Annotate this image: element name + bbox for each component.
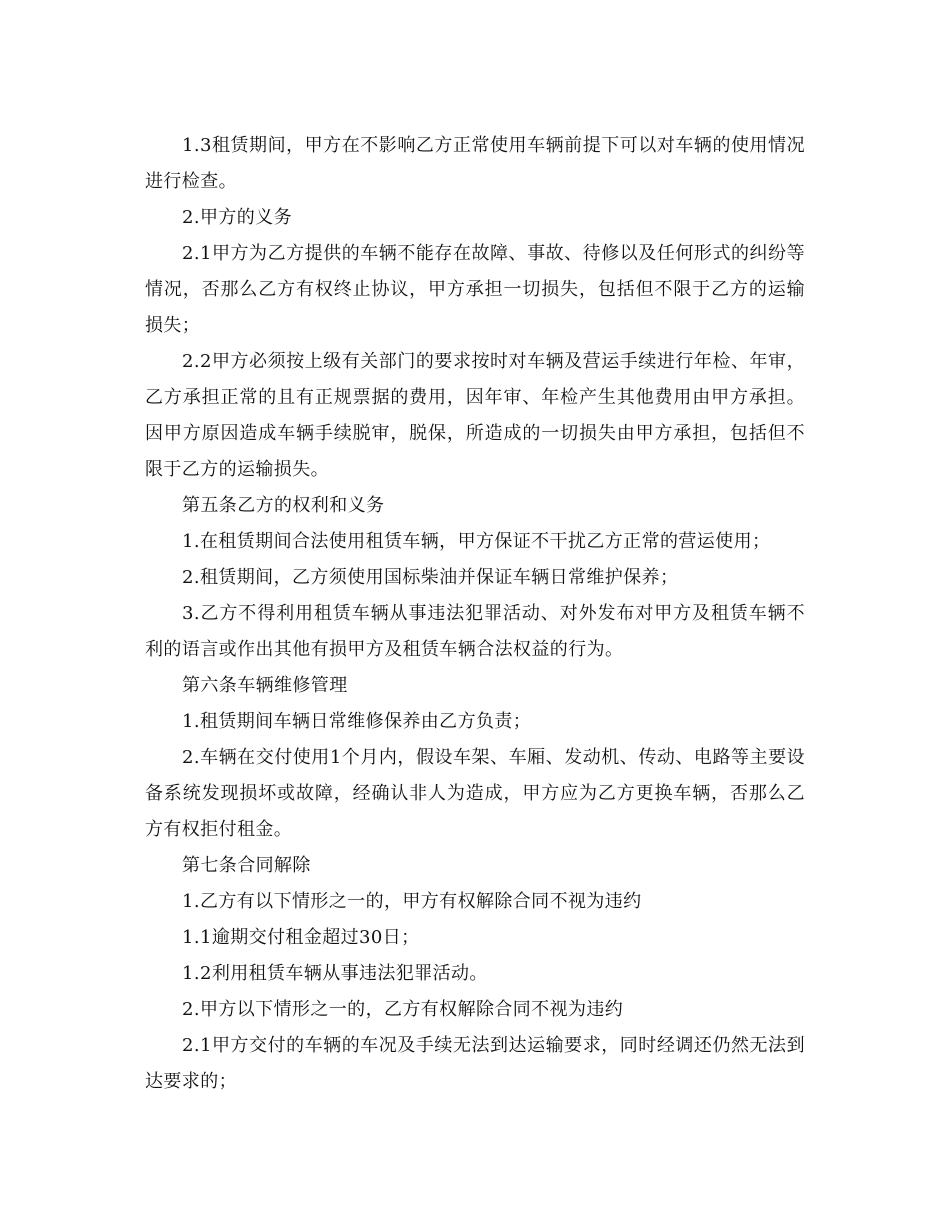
article-5-item-2: 2.租赁期间，乙方须使用国标柴油并保证车辆日常维护保养；: [182, 567, 679, 588]
heading-party-a-obligations: 2.甲方的义务: [182, 207, 292, 228]
article-7-item-1-2: 1.2利用租赁车辆从事违法犯罪活动。: [182, 963, 488, 984]
clause-2-1: 2.1甲方为乙方提供的车辆不能存在故障、事故、待修以及任何形式的纠纷等情况，否那么乙方有权终止协议，甲方承担一切损失，包括但不限于乙方的运输损失；: [145, 243, 805, 336]
article-7-item-1: 1.乙方有以下情形之一的，甲方有权解除合同不视为违约: [182, 891, 642, 912]
document-body: [145, 128, 805, 1100]
article-7-item-2: 2.甲方以下情形之一的，乙方有权解除合同不视为违约: [182, 999, 624, 1020]
article-5-item-1: 1.在租赁期间合法使用租赁车辆，甲方保证不干扰乙方正常的营运使用；: [182, 531, 771, 552]
clause-1-3: 1.3租赁期间，甲方在不影响乙方正常使用车辆前提下可以对车辆的使用情况进行检查。: [145, 135, 805, 192]
clause-2-2: 2.2甲方必须按上级有关部门的要求按时对车辆及营运手续进行年检、年审，乙方承担正常的且有正规票据的费用，因年审、年检产生其他费用由甲方承担。因甲方原因造成车辆手续脱审，脱保，所造成的一切损失由甲方承担，包括但不限于乙方的运输损失。: [145, 351, 805, 480]
article-5-item-3: 3.乙方不得利用租赁车辆从事违法犯罪活动、对外发布对甲方及租赁车辆不利的语言或作出其他有损甲方及租赁车辆合法权益的行为。: [145, 603, 805, 660]
article-6-item-1: 1.租赁期间车辆日常维修保养由乙方负责；: [182, 711, 532, 732]
article-5-heading: 第五条乙方的权利和义务: [182, 495, 385, 516]
article-7-item-2-1: 2.1甲方交付的车辆的车况及手续无法到达运输要求，同时经调还仍然无法到达要求的；: [145, 1035, 805, 1092]
article-7-item-1-1: 1.1逾期交付租金超过30日；: [182, 927, 420, 948]
article-7-heading: 第七条合同解除: [182, 855, 311, 876]
article-6-item-2: 2.车辆在交付使用1个月内，假设车架、车厢、发动机、传动、电路等主要设备系统发现损坏或故障，经确认非人为造成，甲方应为乙方更换车辆，否那么乙方有权拒付租金。: [145, 747, 805, 840]
article-6-heading: 第六条车辆维修管理: [182, 675, 348, 696]
